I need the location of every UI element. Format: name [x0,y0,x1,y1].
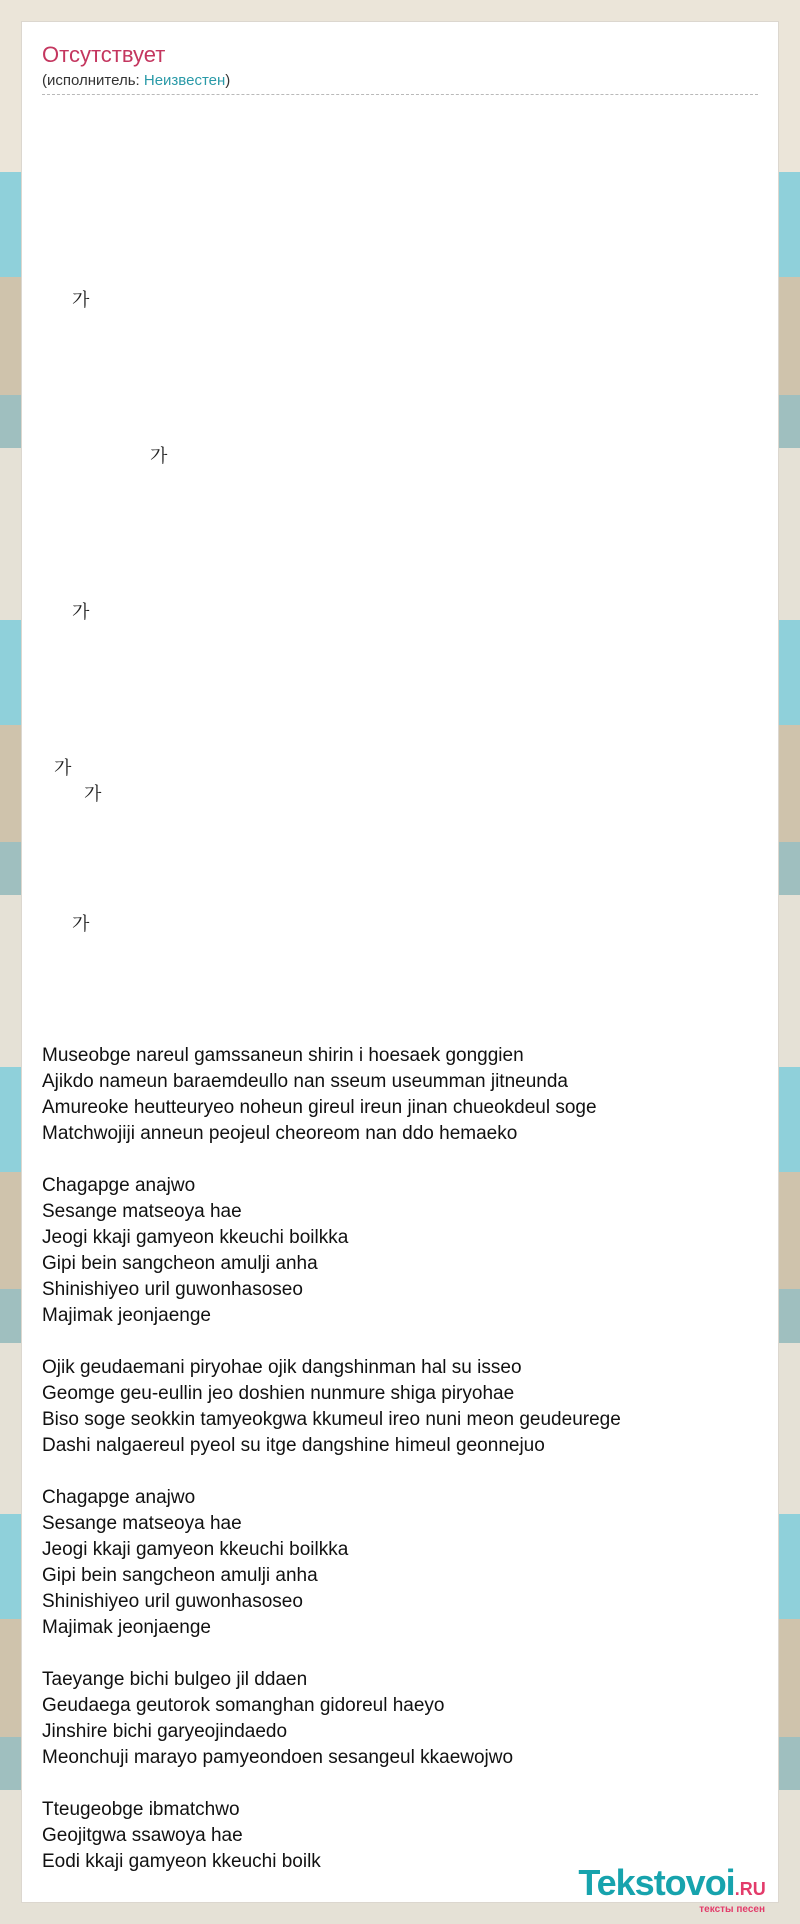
lyric-line: Ajikdo nameun baraemdeullo nan sseum useumman jitneunda [42,1071,568,1092]
lyric-line: Geudaega geutorok somanghan gidoreul haeyo [42,1695,445,1716]
logo-tagline: тексты песен [699,1904,765,1915]
lyric-line: Jinshire bichi garyeojindaedo [42,1721,288,1742]
hangul-glyph: 가 [150,446,168,466]
lyric-line: Shinishiyeo uril guwonhasoseo [42,1279,303,1300]
lyric-line: Geomge geu-eullin jeo doshien nunmure shiga piryohae [42,1383,515,1404]
lyric-line: Jeogi kkaji gamyeon kkeuchi boilkka [42,1227,349,1248]
lyric-line: Majimak jeonjaenge [42,1305,211,1326]
lyric-line: Dashi nalgaereul pyeol su itge dangshine himeul geonnejuo [42,1435,545,1456]
logo-name: Tekstovoi [578,1862,735,1903]
hangul-glyph: 가 [72,290,90,310]
artist-link[interactable]: Неизвестен [143,72,226,89]
lyric-line: Sesange matseoya hae [42,1201,242,1222]
title-divider [42,94,758,95]
stanza-break [42,1147,758,1173]
stanza-break [42,1329,758,1355]
stanza-break [42,1771,758,1797]
lyric-line: Amureoke heutteuryeo noheun gireul ireun jinan chueokdeul soge [42,1097,597,1118]
site-logo[interactable] [567,1862,777,1915]
lyric-line: Geojitgwa ssawoya hae [42,1825,243,1846]
lyric-line: Taeyange bichi bulgeo jil ddaen [42,1669,308,1690]
stanza-break [42,1641,758,1667]
lyrics-text [42,1043,758,1875]
lyric-line: Sesange matseoya hae [42,1513,242,1534]
artist-suffix: ) [225,72,231,89]
lyric-line: Chagapge anajwo [42,1487,196,1508]
artist-prefix: (исполнитель: [42,72,144,89]
logo-tld: .RU [734,1879,766,1899]
lyric-line: Ojik geudaemani piryohae ojik dangshinman hal su isseo [42,1357,522,1378]
lyric-line: Jeogi kkaji gamyeon kkeuchi boilkka [42,1539,349,1560]
hangul-glyph: 가 [84,784,102,804]
artist-line [42,72,230,89]
lyric-line: Tteugeobge ibmatchwo [42,1799,240,1820]
lyric-line: Gipi bein sangcheon amulji anha [42,1253,318,1274]
lyric-line: Museobge nareul gamssaneun shirin i hoesaek gonggien [42,1045,524,1066]
lyric-line: Gipi bein sangcheon amulji anha [42,1565,318,1586]
lyric-line: Shinishiyeo uril guwonhasoseo [42,1591,303,1612]
hangul-glyph: 가 [72,914,90,934]
lyric-line: Majimak jeonjaenge [42,1617,211,1638]
lyric-line: Chagapge anajwo [42,1175,196,1196]
stanza-break [42,1459,758,1485]
lyric-line: Eodi kkaji gamyeon kkeuchi boilk [42,1851,321,1872]
page-title: Отсутствует [42,42,166,67]
hangul-glyph: 가 [54,758,72,778]
lyric-line: Matchwojiji anneun peojeul cheoreom nan ddo hemaeko [42,1123,518,1144]
lyrics-card [22,22,778,1915]
hangul-glyph: 가 [72,602,90,622]
lyric-line: Meonchuji marayo pamyeondoen sesangeul kkaewojwo [42,1747,514,1768]
lyric-line: Biso soge seokkin tamyeokgwa kkumeul ireo nuni meon geudeurege [42,1409,621,1430]
